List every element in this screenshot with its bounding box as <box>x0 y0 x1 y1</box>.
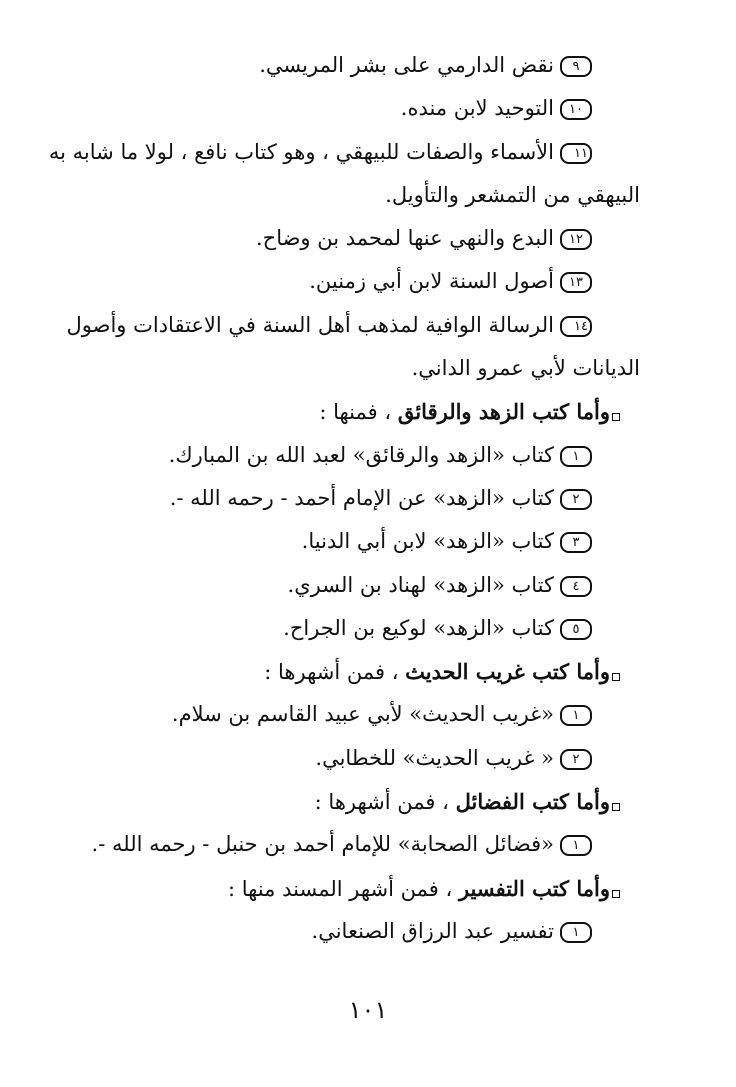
list-item <box>78 823 640 866</box>
item-number: ٢ <box>560 489 592 510</box>
section-heading <box>78 650 640 693</box>
item-number: ١ <box>560 446 592 467</box>
list-item <box>78 520 640 563</box>
item-text: كتاب «الزهد» عن الإمام أحمد - رحمه الله -. <box>169 485 554 510</box>
item-text: الرسالة الوافية لمذهب أهل السنة في الاعتقادات وأصول <box>66 312 554 337</box>
heading-bold-text: وأما كتب الزهد والرقائق <box>397 399 610 425</box>
item-text: التوحيد لابن منده. <box>400 96 554 121</box>
item-number: ١١ <box>560 143 592 164</box>
list-item <box>78 44 640 87</box>
list-item <box>78 564 640 607</box>
item-text: «غريب الحديث» لأبي عبيد القاسم بن سلام. <box>171 702 554 727</box>
square-bullet-icon <box>612 890 620 898</box>
page-number: ١٠١ <box>348 996 388 1024</box>
item-number: ٥ <box>560 619 592 640</box>
square-bullet-icon <box>612 673 620 681</box>
item-text: الديانات لأبي عمرو الداني. <box>411 356 640 381</box>
item-text: « غريب الحديث» للخطابي. <box>315 745 554 770</box>
list-item <box>66 304 640 347</box>
heading-rest-text: ، فمن أشهرها : <box>314 790 449 815</box>
item-text: كتاب «الزهد» لابن أبي الدنيا. <box>301 529 554 554</box>
item-text: البدع والنهي عنها لمحمد بن وضاح. <box>255 226 554 251</box>
document-body <box>48 44 640 953</box>
heading-rest-text: ، فمن أشهر المسند منها : <box>228 876 453 901</box>
list-item <box>78 434 640 477</box>
list-item <box>78 477 640 520</box>
item-number: ١٢ <box>560 229 592 250</box>
item-number: ٩ <box>560 56 592 77</box>
list-item-continuation <box>78 347 640 390</box>
section-heading <box>78 390 640 433</box>
item-text: كتاب «الزهد» لوكيع بن الجراح. <box>283 615 554 640</box>
item-text: كتاب «الزهد» لهناد بن السري. <box>287 572 554 597</box>
item-text: تفسير عبد الرزاق الصنعاني. <box>311 918 554 943</box>
section-heading <box>78 867 640 910</box>
item-number: ١٣ <box>560 272 592 293</box>
list-item-continuation <box>78 174 640 217</box>
heading-rest-text: ، فمنها : <box>319 400 392 425</box>
item-number: ١ <box>560 835 592 856</box>
list-item <box>78 217 640 260</box>
item-number: ١ <box>560 922 592 943</box>
item-text: كتاب «الزهد والرقائق» لعبد الله بن المبارك. <box>168 442 554 467</box>
item-number: ١٤ <box>560 316 592 337</box>
list-item <box>78 87 640 130</box>
item-number: ١ <box>560 705 592 726</box>
item-text: الأسماء والصفات للبيهقي ، وهو كتاب نافع ، لولا ما شابه به <box>48 139 554 164</box>
heading-rest-text: ، فمن أشهرها : <box>264 660 399 685</box>
section-heading <box>78 780 640 823</box>
item-text: نقض الدارمي على بشر المريسي. <box>259 53 554 77</box>
item-number: ٣ <box>560 532 592 553</box>
square-bullet-icon <box>612 803 620 811</box>
list-item <box>78 737 640 780</box>
square-bullet-icon <box>612 413 620 421</box>
heading-bold-text: وأما كتب الفضائل <box>455 789 610 815</box>
item-number: ٤ <box>560 576 592 597</box>
item-number: ١٠ <box>560 99 592 120</box>
list-item <box>78 260 640 303</box>
item-text: أصول السنة لابن أبي زمنين. <box>309 269 554 294</box>
item-text: «فضائل الصحابة» للإمام أحمد بن حنبل - رحمه الله -. <box>91 832 554 857</box>
list-item <box>78 607 640 650</box>
list-item <box>48 131 640 174</box>
item-number: ٢ <box>560 749 592 770</box>
item-text: البيهقي من التمشعر والتأويل. <box>385 182 640 207</box>
heading-bold-text: وأما كتب التفسير <box>458 875 610 901</box>
heading-bold-text: وأما كتب غريب الحديث <box>405 659 610 685</box>
list-item <box>78 693 640 736</box>
list-item <box>78 910 640 953</box>
